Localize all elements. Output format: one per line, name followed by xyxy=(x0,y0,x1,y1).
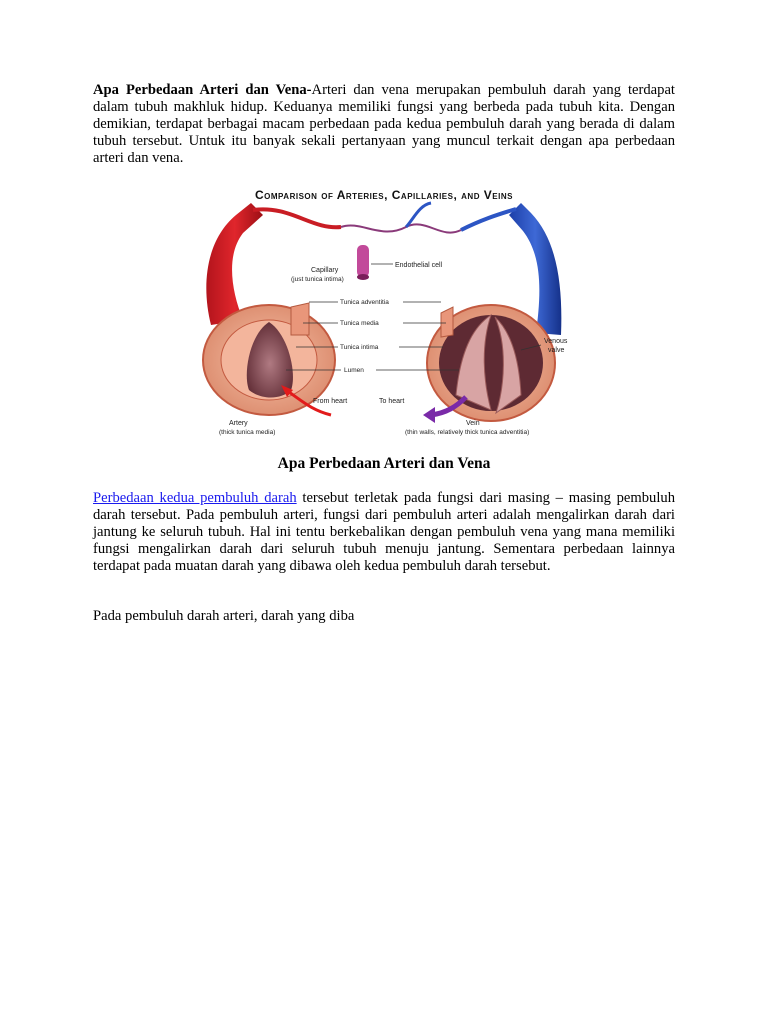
para3-text: Pada pembuluh darah arteri, darah yang diba xyxy=(93,608,355,624)
arteries-veins-figure xyxy=(191,185,578,438)
figure-title: Comparison of Arteries, Capillaries, and Veins xyxy=(255,188,513,202)
label-tunica-media: Tunica media xyxy=(340,320,379,327)
label-vein-sub: (thin walls, relatively thick tunica adventitia) xyxy=(405,429,530,436)
label-capillary-sub: (just tunica intima) xyxy=(291,276,344,283)
label-vein: Vein xyxy=(466,420,480,427)
para2-text: tersebut terletak pada fungsi dari masing – masing pembuluh darah tersebut. Pada pembuluh arteri, fungsi dari pembuluh arteri adalah mengalirkan darah dari jantung ke seluruh tubuh. Hal ini tentu berkebalikan dengan pembuluh vena yang mana memiliki fungsi mengalirkan darah dari seluruh tubuh menuju jantung. Sementara perbedaan lainnya terdapat pada muatan darah yang dibawa oleh kedua pembuluh darah tersebut. xyxy=(93,490,675,574)
label-capillary: Capillary xyxy=(311,267,339,274)
label-tunica-intima: Tunica intima xyxy=(340,344,379,351)
label-tunica-adventitia: Tunica adventitia xyxy=(340,299,389,306)
label-to-heart: To heart xyxy=(379,398,405,405)
intro-bold-lead: Apa Perbedaan Arteri dan Vena- xyxy=(93,82,312,98)
label-artery: Artery xyxy=(229,420,248,427)
intro-text: Arteri dan vena merupakan pembuluh darah yang terdapat dalam tubuh makhluk hidup. Keduanya memiliki fungsi yang berbeda pada tubuh kita. Dengan demikian, terdapat berbagai macam perbedaan pada kedua pembuluh darah yang berada di dalam tubuh tersebut. Untuk itu banyak sekali pertanyaan yang muncul terkait dengan apa perbedaan arteri dan vena. xyxy=(93,82,675,166)
label-artery-sub: (thick tunica media) xyxy=(219,429,276,436)
body-paragraph-2 xyxy=(93,608,675,625)
label-endothelial: Endothelial cell xyxy=(395,262,443,269)
label-from-heart: From heart xyxy=(313,398,348,405)
label-venous-valve-2: valve xyxy=(548,347,565,354)
label-lumen: Lumen xyxy=(344,367,364,374)
body-paragraph-1 xyxy=(93,490,675,575)
intro-paragraph xyxy=(93,82,675,167)
label-venous-valve-1: Venous xyxy=(544,338,568,345)
perbedaan-link[interactable]: Perbedaan kedua pembuluh darah xyxy=(93,490,297,506)
section-heading: Apa Perbedaan Arteri dan Vena xyxy=(277,455,491,472)
